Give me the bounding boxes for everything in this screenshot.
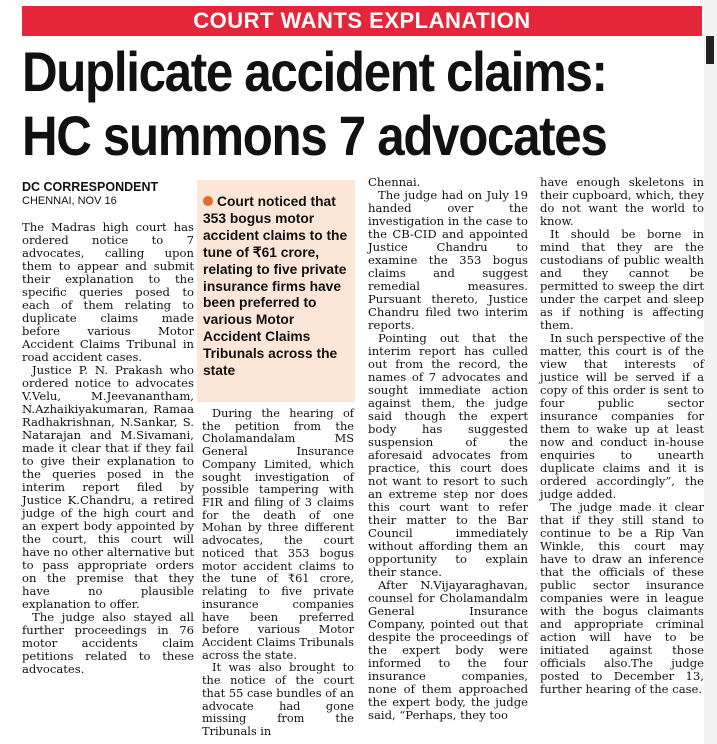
adjacent-page-mark: [706, 36, 714, 64]
paragraph: In such perspective of the matter, this court is of the view that interests of justice will be served if a copy of this order is sent to four public sector insurance companies for them to wake up at least now and conduct in-house enquiries to unearth duplicate claims and it is ordered accordingly”, the judge added.: [540, 331, 704, 501]
paragraph: The Madras high court has ordered notice to 7 advocates, calling upon them to appear and submit their explanation to the specific queries posed to each of them relating to duplicate claims made before various Motor Accident Claims Tribunal in road accident cases.: [22, 220, 194, 364]
paragraph: After N.Vijayaraghavan, counsel for Cholamandalm General Insurance Company, pointed out that despite the proceedings of the expert body were informed to the four insurance companies, none of them approached the expert body, the judge said, “Perhaps, they too: [368, 578, 528, 722]
byline: [22, 180, 158, 207]
paragraph: have enough skeletons in their cupboard, which, they do not want the world to know.: [540, 175, 704, 228]
article-column-1: [22, 221, 194, 676]
headline-line-1: Duplicate accident claims:: [22, 40, 607, 103]
paragraph: Justice P. N. Prakash who ordered notice to advocates V.Velu, M.Jeevanantham, N.Azhaikiyakumaran, Ramaa Radhakrishnan, N.Sankar, S. Natarajan and M.Sivamani, made it clear that if they fail to give their explanation to the queries posed in the interim report filed by Justice K.Chandru, a retired judge of the high court and an expert body appointed by the court, this court will have no other alternative but to pass appropriate orders on the premise that they have no plausible explanation to offer.: [22, 363, 194, 611]
bullet-dot-icon: [203, 196, 213, 206]
byline-name: DC CORRESPONDENT: [22, 180, 159, 194]
paragraph: Pointing out that the interim report has culled out from the record, the names of 7 advocates and sought immediate action against them, the judge said though the expert body has suggested suspension of the aforesaid advocates from practice, this court does not want to resort to such an extreme step nor does this court want to refer their matter to the Bar Council immediately without affording them an opportunity to explain their stance.: [368, 331, 528, 579]
paragraph: The judge made it clear that if they still stand to continue to be a Rip Van Winkle, this court may have to draw an inference that the officials of these public sector insurance companies were in league with the bogus claimants and appropriate criminal action will have to be initiated against those officials also.The judge posted to December 13, further hearing of the case.: [540, 500, 704, 696]
headline-line-2: HC summons 7 advocates: [22, 104, 607, 167]
headline: [22, 40, 624, 168]
paragraph: The judge also stayed all further proceedings in 76 motor accidents claim petitions related to these advocates.: [22, 610, 194, 676]
dateline: CHENNAI, NOV 16: [22, 195, 117, 207]
page-edge: [704, 0, 717, 744]
pull-quote-text: Court noticed that 353 bogus motor accident claims to the tune of ₹61 crore, relating to five private insurance firms have been preferred to various Motor Accident Claims Tribunals across the state: [203, 194, 348, 379]
paragraph: The judge had on July 19 handed over the investigation in the case to the CB-CID and appointed Justice Chandru to examine the 353 bogus claims and suggest remedial measures. Pursuant thereto, Justice Chandru filed two interim reports.: [368, 188, 528, 332]
paragraph: Chennai.: [368, 175, 421, 189]
paragraph: It was also brought to the notice of the court that 55 case bundles of an advocate had gone missing from the Tribunals in: [202, 660, 354, 738]
article-column-2: [202, 407, 354, 738]
article-column-3: [368, 176, 528, 722]
kicker-text: COURT WANTS EXPLANATION: [193, 8, 531, 33]
pull-quote: [197, 180, 355, 402]
article-column-4: [540, 176, 704, 696]
paragraph: It should be borne in mind that they are the custodians of public wealth and they cannot be permitted to sweep the dirt under the carpet and sleep as if nothing is affecting them.: [540, 227, 704, 332]
kicker-banner: [22, 6, 702, 36]
paragraph: During the hearing of the petition from the Cholamandalam MS General Insurance Company Limited, which sought investigation of possible tampering with FIR and filing of 3 claims for the death of one Mohan by three different advocates, the court noticed that 353 bogus motor accident claims to the tune of ₹61 crore, relating to five private insurance companies have been preferred before various Motor Accident Claims Tribunals across the state.: [202, 406, 354, 662]
